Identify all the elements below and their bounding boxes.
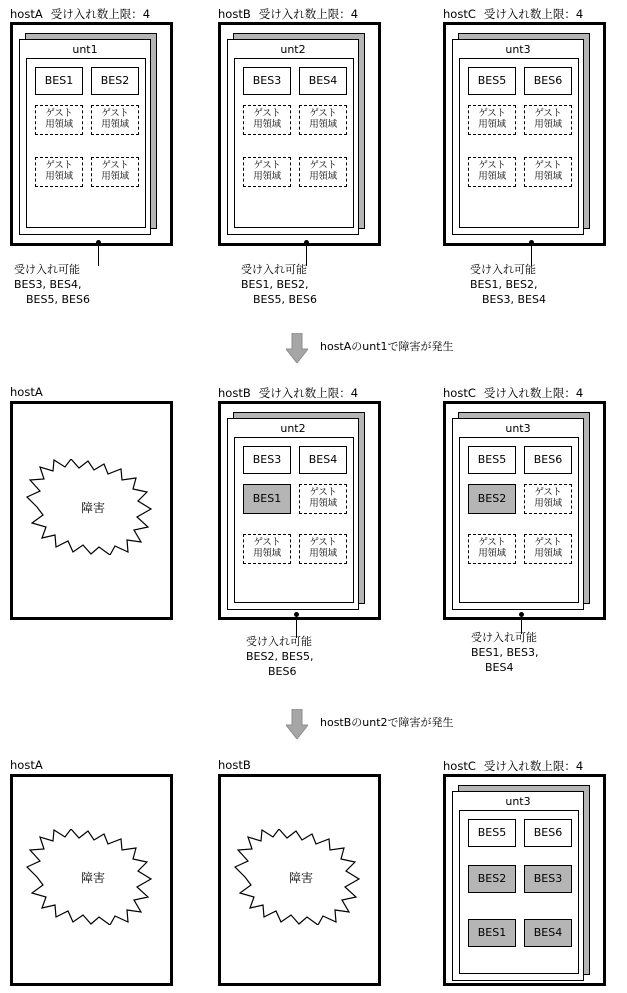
host-label-b2: [218, 385, 358, 401]
caption-line: BES1, BES2,: [241, 277, 309, 291]
guest-area-cell: [299, 157, 347, 187]
bes-cell: BES6: [524, 446, 572, 474]
caption-line: 受け入れ可能: [470, 263, 536, 276]
guest-area-cell: [524, 484, 572, 514]
host-label-c1: [443, 6, 583, 22]
failure-label: 障害: [80, 871, 105, 885]
down-arrow-icon: [286, 333, 308, 363]
guest-line-2: 用領域: [478, 548, 506, 559]
guest-area-cell: [524, 157, 572, 187]
failure-burst: [231, 829, 371, 925]
guest-area-cell: [524, 105, 572, 135]
host-box-b1: [218, 22, 381, 246]
unit-inner: [26, 58, 146, 228]
failure-burst: [23, 459, 163, 555]
host-box-b3-failed: [218, 774, 381, 986]
host-box-b2: [218, 401, 381, 620]
guest-line-1: ゲスト: [101, 160, 129, 172]
guest-area-cell: [468, 534, 516, 564]
guest-line-2: 用領域: [534, 171, 562, 182]
unit-box-unt1: [19, 39, 151, 235]
bes-cell-migrated: BES4: [524, 919, 572, 947]
guest-area-cell: [243, 157, 291, 187]
caption-line: 受け入れ可能: [471, 631, 537, 644]
host-box-a1: [10, 22, 173, 246]
guest-line-2: 用領域: [45, 119, 73, 130]
guest-line-2: 用領域: [534, 548, 562, 559]
host-box-c3: [443, 774, 606, 986]
caption-line: BES4: [485, 660, 514, 674]
caption-line: BES1, BES3,: [471, 645, 539, 659]
host-name: hostA: [10, 758, 43, 772]
bes-cell: BES6: [524, 67, 572, 95]
guest-line-1: ゲスト: [309, 537, 337, 549]
unit-title: unt3: [505, 795, 531, 808]
bes-cell-migrated: BES1: [243, 484, 291, 514]
guest-line-2: 用領域: [45, 171, 73, 182]
failure-burst: [23, 829, 163, 925]
guest-line-1: ゲスト: [478, 537, 506, 549]
guest-area-cell: [524, 534, 572, 564]
host-label-b1: [218, 6, 358, 22]
host-name: hostB: [218, 7, 251, 21]
guest-line-2: 用領域: [309, 171, 337, 182]
unit-inner: [234, 58, 354, 228]
bes-cell: BES3: [243, 67, 291, 95]
guest-area-cell: [299, 534, 347, 564]
bes-cell: BES1: [35, 67, 83, 95]
host-limit: 受け入れ数上限：4: [483, 7, 584, 21]
guest-area-cell: [35, 105, 83, 135]
bes-cell-migrated: BES3: [524, 865, 572, 893]
unit-inner: [459, 810, 579, 974]
guest-area-cell: [243, 105, 291, 135]
caption-line: BES5, BES6: [26, 292, 90, 306]
transition-note-2: hostBのunt2で障害が発生: [320, 716, 454, 729]
unit-box-unt3: [452, 39, 584, 235]
unit-inner: [234, 437, 354, 603]
host-box-c1: [443, 22, 606, 246]
guest-line-1: ゲスト: [478, 108, 506, 120]
host-label-c3: [443, 758, 583, 774]
transition-note-1: hostAのunt1で障害が発生: [320, 340, 454, 353]
host-limit: 受け入れ数上限：4: [483, 386, 584, 400]
guest-line-1: ゲスト: [309, 108, 337, 120]
unit-title: unt1: [72, 43, 98, 56]
guest-area-cell: [468, 105, 516, 135]
guest-area-cell: [299, 105, 347, 135]
bes-cell-migrated: BES2: [468, 484, 516, 514]
guest-line-1: ゲスト: [534, 108, 562, 120]
guest-line-1: ゲスト: [534, 537, 562, 549]
host-label-a2: [10, 385, 51, 399]
unit-box-unt3: [452, 791, 584, 981]
bes-cell-migrated: BES1: [468, 919, 516, 947]
caption-line: BES3, BES4: [482, 292, 546, 306]
guest-line-2: 用領域: [253, 119, 281, 130]
down-arrow-icon: [286, 709, 308, 739]
guest-area-cell: [91, 105, 139, 135]
caption-line: 受け入れ可能: [14, 263, 80, 276]
guest-line-2: 用領域: [309, 548, 337, 559]
guest-line-2: 用領域: [309, 119, 337, 130]
bes-cell: BES5: [468, 446, 516, 474]
guest-line-2: 用領域: [534, 498, 562, 509]
bes-cell: BES4: [299, 67, 347, 95]
host-limit: 受け入れ数上限：4: [258, 386, 359, 400]
guest-line-2: 用領域: [478, 119, 506, 130]
guest-line-2: 用領域: [253, 548, 281, 559]
host-name: hostC: [443, 7, 476, 21]
bes-cell: BES6: [524, 819, 572, 847]
host-limit: 受け入れ数上限：4: [258, 7, 359, 21]
host-limit: 受け入れ数上限：4: [483, 759, 584, 773]
guest-line-1: ゲスト: [253, 537, 281, 549]
guest-line-1: ゲスト: [309, 160, 337, 172]
guest-line-1: ゲスト: [534, 160, 562, 172]
caption-line: BES5, BES6: [253, 292, 317, 306]
host-name: hostC: [443, 759, 476, 773]
caption-line: BES6: [268, 664, 297, 678]
accept-caption-a1: [14, 263, 90, 308]
unit-title: unt3: [505, 422, 531, 435]
caption-line: BES2, BES5,: [246, 649, 314, 663]
unit-box-unt2: [227, 418, 359, 610]
leader-line: [98, 244, 99, 266]
host-name: hostB: [218, 386, 251, 400]
host-name: hostA: [10, 7, 43, 21]
caption-line: BES1, BES2,: [470, 277, 538, 291]
unit-inner: [459, 58, 579, 228]
guest-line-1: ゲスト: [253, 160, 281, 172]
guest-line-2: 用領域: [534, 119, 562, 130]
accept-caption-c1: [470, 263, 546, 308]
guest-line-2: 用領域: [101, 119, 129, 130]
transition-arrow-1: [286, 333, 308, 363]
accept-caption-c2: [471, 631, 538, 676]
guest-line-1: ゲスト: [253, 108, 281, 120]
guest-line-1: ゲスト: [478, 160, 506, 172]
accept-caption-b1: [241, 263, 317, 308]
guest-line-2: 用領域: [309, 498, 337, 509]
host-box-a3-failed: [10, 774, 173, 986]
guest-line-2: 用領域: [478, 171, 506, 182]
host-limit: 受け入れ数上限：4: [50, 7, 151, 21]
guest-line-1: ゲスト: [309, 487, 337, 499]
bes-cell: BES4: [299, 446, 347, 474]
guest-line-1: ゲスト: [101, 108, 129, 120]
bes-cell: BES5: [468, 67, 516, 95]
failure-label: 障害: [80, 501, 105, 515]
guest-area-cell: [35, 157, 83, 187]
bes-cell: BES3: [243, 446, 291, 474]
unit-title: unt2: [280, 422, 306, 435]
guest-line-2: 用領域: [101, 171, 129, 182]
caption-line: 受け入れ可能: [241, 263, 307, 276]
host-name: hostB: [218, 758, 251, 772]
transition-arrow-2: [286, 709, 308, 739]
caption-line: 受け入れ可能: [246, 635, 312, 648]
unit-inner: [459, 437, 579, 603]
host-label-b3: [218, 758, 259, 772]
caption-line: BES3, BES4,: [14, 277, 82, 291]
bes-cell: BES2: [91, 67, 139, 95]
guest-line-1: ゲスト: [45, 160, 73, 172]
guest-area-cell: [91, 157, 139, 187]
host-box-a2-failed: [10, 401, 173, 620]
accept-caption-b2: [246, 635, 313, 680]
host-label-a1: [10, 6, 150, 22]
failure-label: 障害: [288, 871, 313, 885]
host-box-c2: [443, 401, 606, 620]
host-label-c2: [443, 385, 583, 401]
guest-area-cell: [468, 157, 516, 187]
guest-area-cell: [243, 534, 291, 564]
host-label-a3: [10, 758, 51, 772]
guest-line-1: ゲスト: [45, 108, 73, 120]
bes-cell: BES5: [468, 819, 516, 847]
host-name: hostA: [10, 385, 43, 399]
bes-cell-migrated: BES2: [468, 865, 516, 893]
unit-box-unt3: [452, 418, 584, 610]
host-name: hostC: [443, 386, 476, 400]
unit-title: unt3: [505, 43, 531, 56]
guest-line-1: ゲスト: [534, 487, 562, 499]
unit-title: unt2: [280, 43, 306, 56]
guest-line-2: 用領域: [253, 171, 281, 182]
guest-area-cell: [299, 484, 347, 514]
unit-box-unt2: [227, 39, 359, 235]
